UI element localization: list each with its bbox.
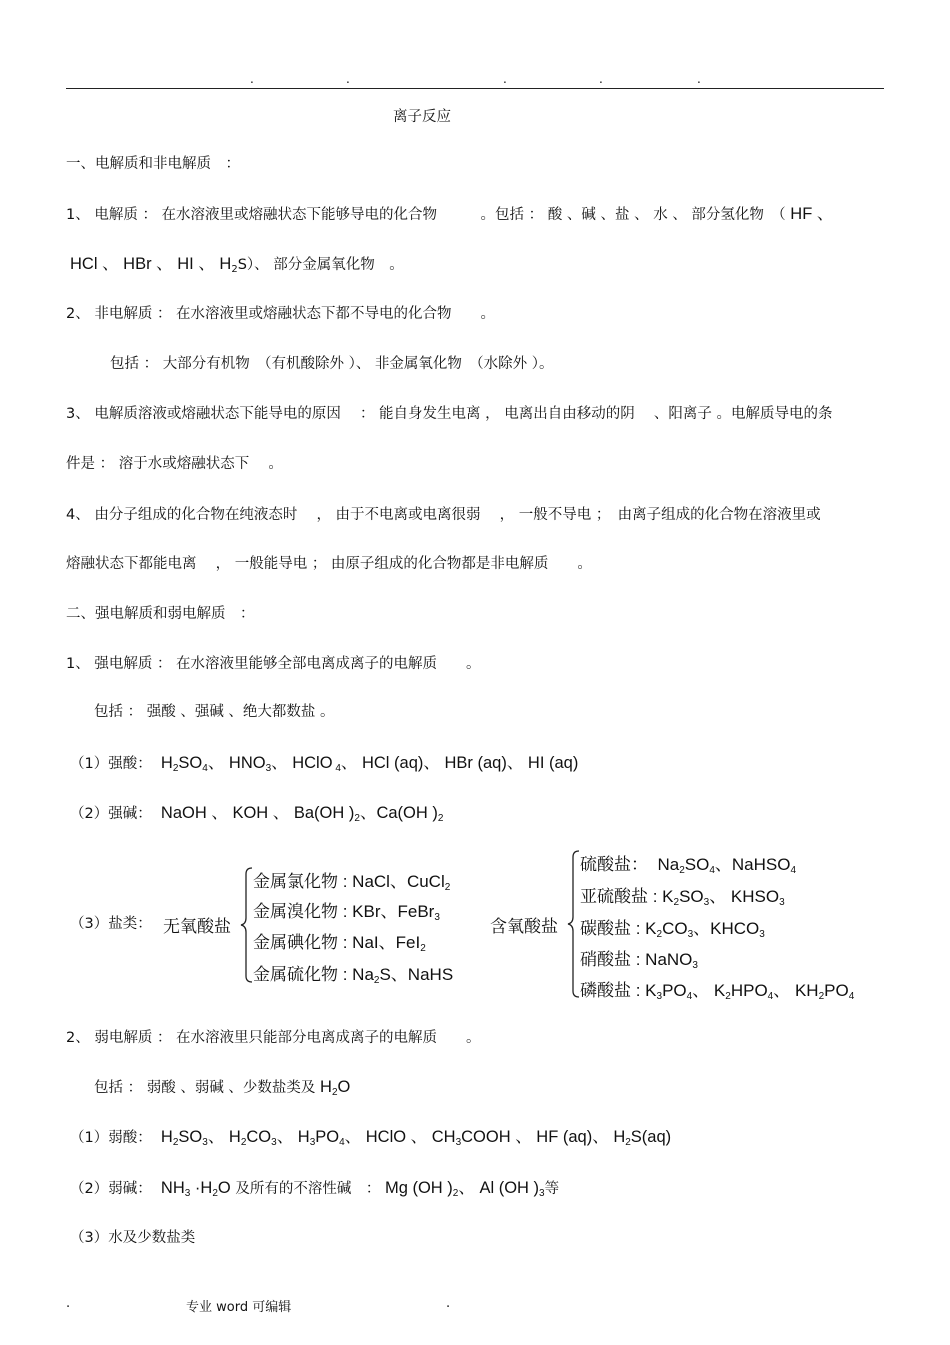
text: 1、 电解质 ： 在水溶液里或熔融状态下能够导电的化合物 。包括 ： 酸 、碱 、盐 、 水 、 部分氢化物 （ xyxy=(66,207,786,223)
oxy-item: 碳酸盐 : $K_2CO_3$、$KHCO_3$ xyxy=(580,919,765,940)
no-oxy-salt-label: 无氧酸盐 xyxy=(163,917,231,937)
formula-list: $H_2SO_3$、 $H_2CO_3$、 $H_3PO_4$、 HClO 、 $CH_3COOH$ 、 HF (aq)、 $H_2S(aq)$ xyxy=(156,1128,672,1148)
weak-bases xyxy=(70,1178,559,1199)
paragraph-2-2-include: 包括 ： 弱酸 、弱碱 、少数盐类及 $H_2O$ xyxy=(94,1078,351,1098)
oxy-salt-label: 含氧酸盐 xyxy=(490,917,558,937)
oxy-item: 磷酸盐 : $K_3PO_4$、 $K_2HPO_4$、 $KH_2PO_4$ xyxy=(580,981,855,1002)
formula-list: NaOH 、 KOH 、 Ba(OH )$_2$、Ca(OH )$_2$ xyxy=(156,804,444,824)
label: （1）强酸： xyxy=(70,756,152,772)
footer-dot: . xyxy=(446,1296,451,1311)
no-oxy-item: 金属氯化物 : NaCl、CuCl$_2$ xyxy=(253,872,451,893)
paragraph-1-1-cont: HCl 、 HBr 、 HI 、 $H_2S$）、 部分金属氧化物 。 xyxy=(70,255,404,275)
label: （1）弱酸： xyxy=(70,1130,152,1146)
oxy-item: 硫酸盐： $Na_2SO_4$、NaHSO$_4$ xyxy=(580,855,797,876)
paragraph-1-4-cont: 熔融状态下都能电离 ， 一般能导电 ； 由原子组成的化合物都是非电解质 。 xyxy=(66,556,592,572)
paragraph-1-4: 4、 由分子组成的化合物在纯液态时 ， 由于不电离或电离很弱 ， 一般不导电 ； 由离子组成的化合物在溶液里或 xyxy=(66,507,821,523)
header-dot: . xyxy=(697,72,701,86)
no-oxy-item: 金属溴化物 : KBr、FeBr$_3$ xyxy=(253,902,440,923)
paragraph-1-1 xyxy=(66,204,833,225)
header-dot: . xyxy=(503,72,507,86)
formula-list: Mg (OH )$_2$、 Al (OH )$_3$ xyxy=(384,1179,545,1199)
weak-acids xyxy=(70,1127,671,1148)
no-oxy-item: 金属硫化物 : $Na_2S$、NaHS xyxy=(253,965,454,986)
header-dot: . xyxy=(250,72,254,86)
header-dot: . xyxy=(346,72,350,86)
label: （2）弱碱： xyxy=(70,1181,152,1197)
header-dot: . xyxy=(599,72,603,86)
text: 包括 ： 弱酸 、弱碱 、少数盐类及 xyxy=(94,1080,316,1096)
brace-icon xyxy=(567,849,581,999)
text: 及所有的不溶性碱 ： xyxy=(235,1181,381,1197)
brace-icon xyxy=(240,866,254,984)
page-title: 离子反应 xyxy=(393,109,451,125)
strong-acids xyxy=(70,753,578,774)
paragraph-2-2: 2、 弱电解质 ： 在水溶液里只能部分电离成离子的电解质 。 xyxy=(66,1030,481,1046)
no-oxy-item: 金属碘化物 : NaI、FeI$_2$ xyxy=(253,933,426,954)
paragraph-2-1-include: 包括 ： 强酸 、强碱 、绝大都数盐 。 xyxy=(94,704,335,720)
formula-list: $H_2SO_4$、 $HNO_3$、 HClO $_4$、 HCl (aq)、 HBr (aq)、 HI (aq) xyxy=(156,754,579,774)
paragraph-2-1: 1、 强电解质 ： 在水溶液里能够全部电离成离子的电解质 。 xyxy=(66,656,481,672)
text: 等 xyxy=(544,1181,560,1197)
section-2-heading: 二、强电解质和弱电解质 ： xyxy=(66,606,255,622)
text: HF 、 xyxy=(790,205,834,223)
text: S）、 部分金属氧化物 。 xyxy=(237,257,404,273)
footer-dot: . xyxy=(66,1296,71,1311)
oxy-item: 硝酸盐 : NaNO$_3$ xyxy=(580,950,698,971)
label: （2）强碱： xyxy=(70,806,152,822)
formula: HCl 、 HBr 、 HI 、 H xyxy=(70,255,232,273)
formula: $NH_3 \cdot H_2O$ xyxy=(156,1179,231,1199)
footer-text: 专业 word 可编辑 xyxy=(186,1300,292,1315)
oxy-item: 亚硫酸盐 : $K_2SO_3$、 $KHSO_3$ xyxy=(580,887,785,908)
paragraph-1-2-include: 包括 ： 大部分有机物 （有机酸除外 ）、 非金属氧化物 （水除外 ）。 xyxy=(110,356,554,372)
section-1-heading: 一、电解质和非电解质 ： xyxy=(66,156,240,172)
paragraph-1-2: 2、 非电解质 ： 在水溶液里或熔融状态下都不导电的化合物 。 xyxy=(66,306,496,322)
water-and-salts: （3）水及少数盐类 xyxy=(70,1230,196,1246)
header-rule xyxy=(66,88,884,89)
paragraph-1-3: 3、 电解质溶液或熔融状态下能导电的原因 ： 能自身发生电离 ， 电离出自由移动的阴 、阳离子 。电解质导电的条 xyxy=(66,406,833,422)
salts-label: （3）盐类： xyxy=(70,916,152,932)
strong-bases xyxy=(70,803,443,824)
paragraph-1-3-cont: 件是 ： 溶于水或熔融状态下 。 xyxy=(66,456,283,472)
